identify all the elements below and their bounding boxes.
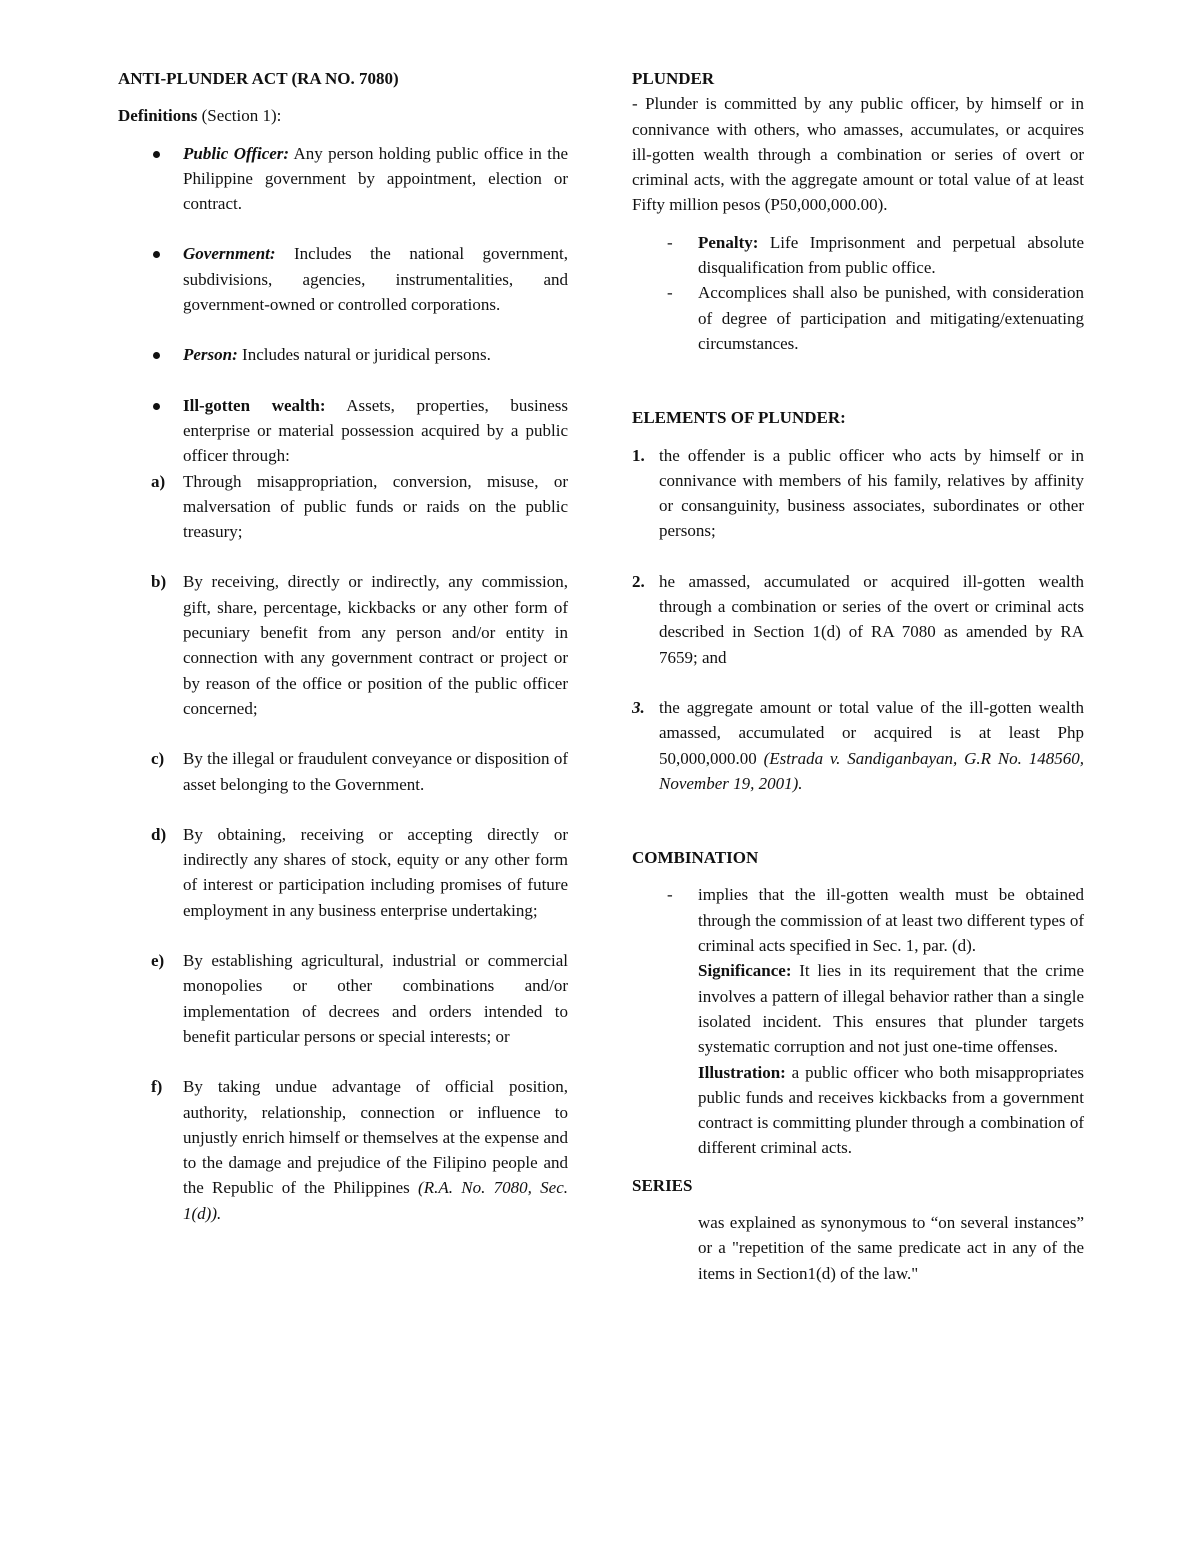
penalty-list (632, 230, 1084, 356)
series-heading: SERIES (632, 1175, 693, 1195)
definition-item (118, 141, 568, 217)
means-marker: d) (151, 824, 167, 844)
means-text: By obtaining, receiving or accepting directly or indirectly any shares of stock, equity or any other form of interest or participation including promises of future employment in any business enterprise undertaking; (183, 824, 568, 920)
penalty-item (632, 230, 1084, 281)
citation: (R.A. No. 7080, Sec. 1(d)). (183, 1178, 569, 1223)
significance-label: Significance: (698, 961, 792, 981)
definition-term: Public Officer: (183, 143, 290, 163)
penalty-label: Penalty: (698, 232, 759, 252)
significance-text: It lies in its requirement that the crime involves a pattern of illegal behavior rather than a single isolated incident. This ensures that plunder targets systematic corruption and not just one-time offenses. (698, 961, 1084, 1057)
element-text: the aggregate amount or total value of the ill-gotten wealth amassed, accumulated or acquired is at least Php 50,000,000.00 (659, 697, 1084, 768)
accomplices-text: Accomplices shall also be punished, with consideration of degree of participation and mitigating/extenuating circumstances. (698, 283, 1084, 353)
penalty-text: Life Imprisonment and perpetual absolute disqualification from public office. (698, 232, 1084, 278)
definition-term: Government: (183, 244, 276, 264)
means-item (118, 469, 568, 545)
definition-item (118, 241, 568, 317)
definitions-heading (118, 103, 568, 128)
means-list (118, 469, 568, 1226)
definition-text: Includes the national government, subdivisions, agencies, instrumentalities, and government-owned or controlled corporations. (183, 244, 568, 315)
bullet-icon (153, 403, 160, 410)
definition-text: Includes natural or juridical persons. (237, 345, 491, 365)
element-number: 3. (632, 697, 645, 717)
means-item (118, 569, 568, 721)
means-marker: e) (151, 951, 165, 971)
means-text: By taking undue advantage of official position, authority, relationship, connection or influence to unjustly enrich himself or themselves at the expense and to the damage and prejudice of the Filipino people and the Republic of the Philippines (183, 1077, 568, 1198)
element-item (632, 443, 1084, 544)
bullet-icon (153, 151, 160, 158)
dash-marker: - (667, 885, 673, 905)
means-item (118, 1074, 568, 1226)
definition-text: Assets, properties, business enterprise or material possession acquired by a public officer through: (183, 395, 568, 466)
dash-marker: - (667, 283, 673, 303)
element-item (632, 695, 1084, 796)
means-item (118, 822, 568, 923)
definition-term: Ill-gotten wealth: (183, 395, 326, 415)
definitions-label: Definitions (118, 106, 198, 126)
means-text: By the illegal or fraudulent conveyance or disposition of asset belonging to the Government. (183, 749, 568, 794)
plunder-heading: PLUNDER (632, 69, 715, 88)
combination-item (632, 882, 1084, 1160)
document-title: ANTI-PLUNDER ACT (RA NO. 7080) (118, 69, 399, 88)
bullet-icon (153, 251, 160, 258)
right-column (632, 66, 1084, 1286)
definitions-section: (Section 1): (197, 106, 282, 126)
accomplices-item (632, 280, 1084, 356)
means-text: By establishing agricultural, industrial or commercial monopolies or other combinations and/or implementation of decrees and orders intended to benefit particular persons or special interests; or (183, 951, 568, 1046)
means-text: By receiving, directly or indirectly, any commission, gift, share, percentage, kickbacks or any other form of pecuniary benefit from any person and/or entity in connection with any government contract or project or by reason of the office or position of the public officer concerned; (183, 572, 568, 718)
means-item (118, 746, 568, 797)
illustration-text: a public officer who both misappropriates public funds and receives kickbacks from a government contract is committing plunder through a combination of different criminal acts. (698, 1062, 1084, 1158)
means-marker: c) (151, 749, 165, 769)
plunder-definition: - Plunder is committed by any public officer, by himself or in connivance with others, who amasses, accumulates, or acquires ill-gotten wealth through a combination or series of overt or criminal acts, with the aggregate amount or total value of at least Fifty million pesos (P50,000,000.00). (632, 94, 1084, 215)
element-text: the offender is a public officer who acts by himself or in connivance with members of his family, relatives by affinity or consanguinity, business associates, subordinates or other persons; (659, 445, 1084, 541)
means-item (118, 948, 568, 1049)
definition-item (118, 393, 568, 469)
citation: (Estrada v. Sandiganbayan, G.R No. 148560, November 19, 2001). (659, 748, 1084, 793)
combination-list (632, 882, 1084, 1160)
element-text: he amassed, accumulated or acquired ill-gotten wealth through a combination or series of the overt or criminal acts described in Section 1(d) of RA 7080 as amended by RA 7659; and (659, 571, 1084, 667)
definition-item (118, 342, 568, 367)
series-text: was explained as synonymous to “on several instances” or a "repetition of the same predicate act in any of the items in Section1(d) of the law." (698, 1212, 1084, 1283)
means-marker: a) (151, 471, 166, 491)
element-item (632, 569, 1084, 670)
means-text: Through misappropriation, conversion, misuse, or malversation of public funds or raids on the public treasury; (183, 471, 568, 542)
elements-heading: ELEMENTS OF PLUNDER: (632, 408, 846, 428)
bullet-icon (153, 352, 160, 359)
definition-term: Person: (183, 345, 238, 365)
dash-marker: - (667, 232, 673, 252)
means-marker: f) (151, 1077, 163, 1097)
element-number: 1. (632, 445, 645, 465)
combination-text: implies that the ill-gotten wealth must be obtained through the commission of at least two different types of criminal acts specified in Sec. 1, par. (d). (698, 885, 1084, 956)
illustration-label: Illustration: (698, 1062, 786, 1082)
element-number: 2. (632, 571, 645, 591)
definitions-list (118, 141, 568, 469)
combination-heading: COMBINATION (632, 848, 759, 868)
definition-text: Any person holding public office in the Philippine government by appointment, election or contract. (183, 143, 568, 214)
means-marker: b) (151, 572, 167, 592)
left-column (118, 66, 568, 1226)
elements-list (632, 443, 1084, 797)
